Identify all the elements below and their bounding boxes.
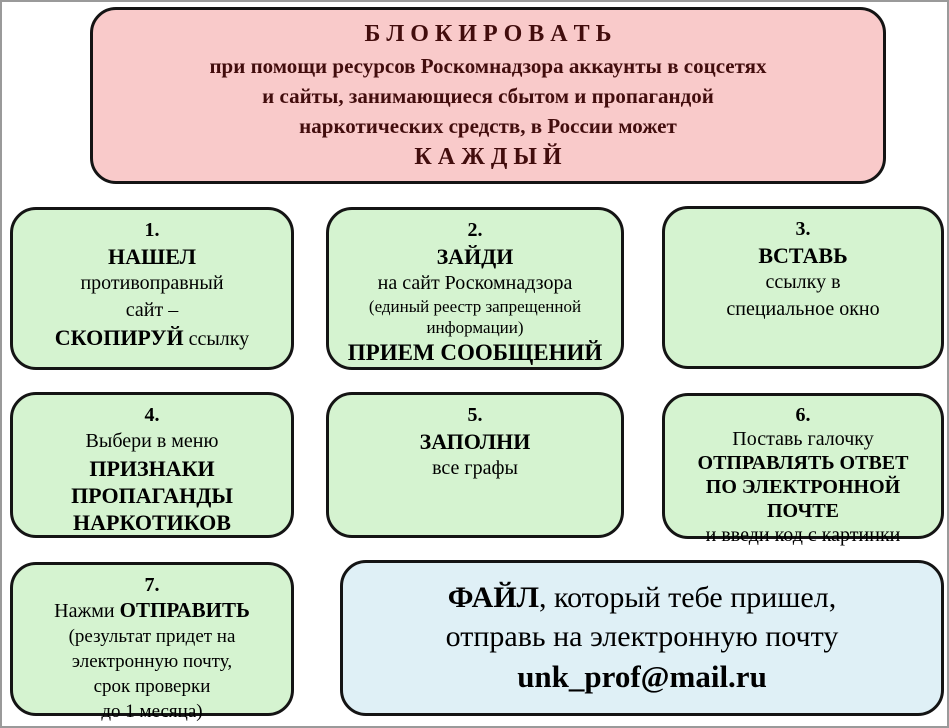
email-box-line: отправь на электронную почту [445, 620, 839, 653]
step-title: ЗАПОЛНИ [419, 429, 531, 454]
step-line: Выбери в меню [85, 430, 219, 452]
header-line: и сайты, занимающиеся сбытом и пропагандой [262, 83, 714, 108]
email-box [340, 560, 944, 716]
step-small-line: (единый реестр запрещенной [368, 297, 582, 316]
header-line: при помощи ресурсов Роскомнадзора аккаунты в соцсетях [209, 53, 767, 78]
step-title: ЗАЙДИ [436, 244, 514, 269]
header-emphasis: К А Ж Д Ы Й [414, 143, 562, 170]
step-line: Поставь галочку [732, 428, 874, 450]
step-bold-text: ПРИЕМ СООБЩЕНИЙ [347, 340, 603, 365]
step-line [55, 324, 249, 353]
header-box [90, 7, 886, 184]
step-bold-text: НАРКОТИКОВ [73, 510, 231, 535]
step-bold-text: ПОЧТЕ [767, 500, 839, 522]
header-title: Б Л О К И Р О В А Т Ь [364, 20, 612, 47]
step-box-4 [10, 392, 294, 538]
step-line: срок проверки [93, 676, 211, 697]
step-number: 2. [467, 219, 483, 241]
step-bold-text: ОТПРАВИТЬ [119, 598, 250, 622]
step-line: все графы [432, 457, 518, 479]
step-line: противоправный [80, 272, 224, 294]
step-bold-text: ОТПРАВЛЯТЬ ОТВЕТ [697, 452, 909, 474]
step-box-3 [662, 206, 944, 369]
step-bold-text: ПРИЗНАКИ [89, 456, 215, 481]
step-box-5 [326, 392, 624, 538]
email-box-bold-text: ФАЙЛ [447, 581, 540, 614]
step-line [54, 598, 250, 624]
step-small-line: информации) [426, 318, 524, 337]
step-line: до 1 месяца) [101, 701, 203, 722]
step-box-1 [10, 207, 294, 370]
step-line: специальное окно [726, 298, 880, 320]
step-line: на сайт Роскомнадзора [377, 272, 573, 294]
step-bold-text: ПРОПАГАНДЫ [71, 483, 233, 508]
step-regular-text: ссылку [183, 328, 250, 350]
step-regular-text: Нажми [54, 600, 120, 622]
step-number: 7. [144, 574, 160, 596]
step-box-6 [662, 393, 944, 546]
header-line: наркотических средств, в России может [299, 113, 677, 138]
step-number: 3. [795, 218, 811, 240]
step-line: (результат придет на [68, 626, 236, 647]
email-box-line [448, 578, 836, 617]
step-number: 6. [795, 404, 811, 426]
step-line: сайт – [125, 299, 179, 321]
step-box-7 [10, 562, 294, 722]
step-bold-text: ПО ЭЛЕКТРОННОЙ [705, 476, 901, 498]
step-bold-text: СКОПИРУЙ [54, 325, 184, 350]
step-box-2 [326, 207, 624, 370]
step-title: ВСТАВЬ [758, 243, 848, 268]
step-title: НАШЕЛ [108, 244, 196, 269]
step-line: электронную почту, [71, 651, 233, 672]
step-line: и введи код с картинки [705, 524, 901, 546]
email-box-regular-text: , который тебе пришел, [539, 581, 837, 614]
step-number: 4. [144, 404, 160, 426]
step-number: 1. [144, 219, 160, 241]
email-address: unk_prof@mail.ru [517, 659, 767, 694]
step-line: ссылку в [765, 271, 841, 293]
step-number: 5. [467, 404, 483, 426]
